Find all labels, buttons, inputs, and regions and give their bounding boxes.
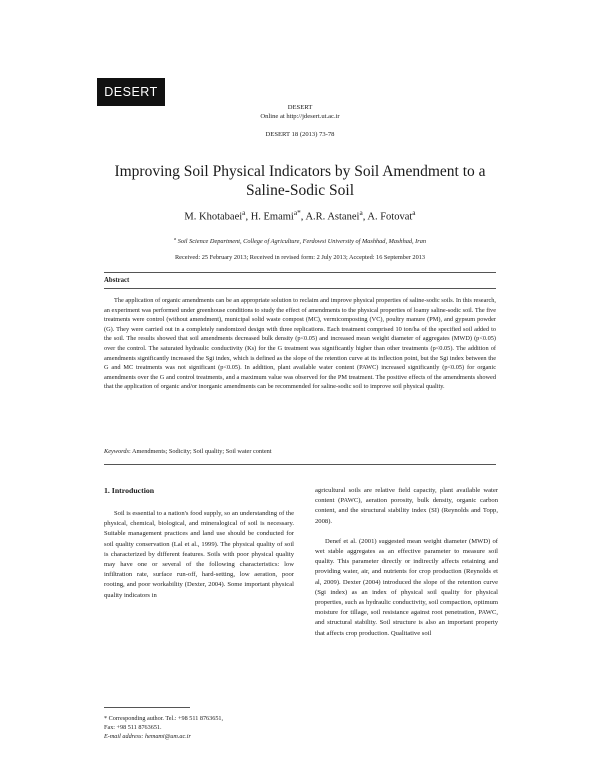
keywords-label: Keywords xyxy=(104,448,129,455)
left-column xyxy=(104,509,294,601)
divider xyxy=(104,288,496,289)
author-name: H. Emami xyxy=(250,211,294,223)
section-heading: 1. Introduction xyxy=(104,486,155,495)
abstract-heading: Abstract xyxy=(104,277,130,284)
journal-issue: DESERT 18 (2013) 73-78 xyxy=(265,131,335,138)
author-affiliation-mark: a* xyxy=(293,208,301,217)
author-affiliation-mark: a xyxy=(242,208,246,217)
keywords-text: Amendments; Sodicity; Soil quality; Soil water content xyxy=(131,448,272,455)
author-affiliation-mark: a xyxy=(412,208,416,217)
divider xyxy=(104,272,496,273)
right-column xyxy=(315,486,498,639)
footnote-divider xyxy=(104,707,190,708)
journal-website: Online at http://jdesert.ut.ac.ir xyxy=(260,113,340,120)
author-affiliation xyxy=(0,236,600,245)
affiliation-mark: a xyxy=(173,236,177,241)
divider xyxy=(104,464,496,465)
keywords: Keywords: Amendments; Sodicity; Soil quality; Soil water content xyxy=(104,448,272,455)
paragraph: agricultural soils are relative field capacity, plant available water content (PAWC), aeration porosity, bulk density, organic carbon content, and the structural stability index (SI) (Reynolds and Topp, 2008). xyxy=(315,487,498,525)
publication-dates: Received: 25 February 2013; Received in revised form: 2 July 2013; Accepted: 16 September 2013 xyxy=(174,254,426,261)
author-affiliation-mark: a xyxy=(359,208,363,217)
journal-logo: DESERT xyxy=(97,78,165,106)
author-name: A. Fotovat xyxy=(367,211,413,223)
corresponding-author: * Corresponding author. Tel.: +98 511 8763651, xyxy=(104,715,224,722)
footnote xyxy=(104,714,294,742)
author-list: M. Khotabaei$^a$, H. Emami$^{a*}$, A.R. Astanei$^a$, A. Fotovat$^a$ xyxy=(184,208,416,223)
abstract-text: The application of organic amendments can be an appropriate solution to reclaim and improve physical properties of saline-sodic soils. In this research, an experiment was performed under greenhouse conditions to study the effect of amendments to the physical properties of loamy saline-sodic soil. The five treatments were control (without amendment), municipal solid waste compost (MC), vermicomposting (VC), poultry manure (PM), and gypsum powder (G). They were carried out in a completely randomized design with three replications. Each treatment comprised 10 ton/ha of the specified soil added to the soil. The results showed that soil amendments decreased bulk density (p<0.05) and increased mean weight diameter of aggregates (MWD) (p<0.05) over the control. The saturated hydraulic conductivity (Ks) for the G treatment was significantly higher than other treatments (p<0.05). The addition of amendments significantly increased the Sgi index, which is defined as the slope of the retention curve at its inflection point, but the Sgi index between the G and MC treatments was not significant (p<0.05). In addition, plant available water content (PAWC) increased significantly (p<0.05) for organic amendments over the G and control treatments, and a maximum value was observed for the PM treatment. The positive effects of the amendments showed that the application of organic and/or inorganic amendments can be recommended for saline-sodic soil to improve soil physical quality. xyxy=(104,297,496,391)
fax: Fax: +98 511 8763651. xyxy=(104,724,162,732)
journal-name: DESERT xyxy=(287,104,313,111)
paragraph: Denef et al. (2001) suggested mean weight diameter (MWD) of wet stable aggregates as an effective parameter to measure soil quality. This parameter directly or indirectly affects retaining and providing water, air, and nutrients for crop production (Reynolds et al, 2009). Dexter (2004) introduced the slope of the retention curve (Sgi index) as an index of physical soil quality for physical properties, such as hydraulic conductivity, soil compaction, optimum moisture for tillage, soil resistance against root penetration, PAWC, and structural stability. Soil structure is also an important property that affects crop production. Qualitative soil xyxy=(315,537,498,637)
author-name: A.R. Astanei xyxy=(305,211,360,223)
email: E-mail address: hemami@um.ac.ir xyxy=(104,733,191,741)
title-line-2: Saline-Sodic Soil xyxy=(245,182,355,199)
affiliation-text: Soil Science Department, College of Agriculture, Ferdowsi University of Mashhad, Mashhad, Iran xyxy=(177,238,427,246)
paper-title xyxy=(0,162,600,200)
title-line-1: Improving Soil Physical Indicators by Soil Amendment to a xyxy=(114,163,486,180)
paragraph: Soil is essential to a nation's food supply, so an understanding of the physical, chemical, biological, and mineralogical of soil is necessary. Suitable management practices and land use should be conducted for soil quality conservation (Lal et al., 1999). The physical quality of soil is characterized by different features. Soils with poor physical quality may have one or several of the following characteristics: low infiltration rate, surface run-off, hard-setting, low aeration, poor rooting, and poor workability (Dexter, 2004). Some important physical quality indicators in xyxy=(104,510,294,599)
author-name: M. Khotabaei xyxy=(184,211,243,223)
